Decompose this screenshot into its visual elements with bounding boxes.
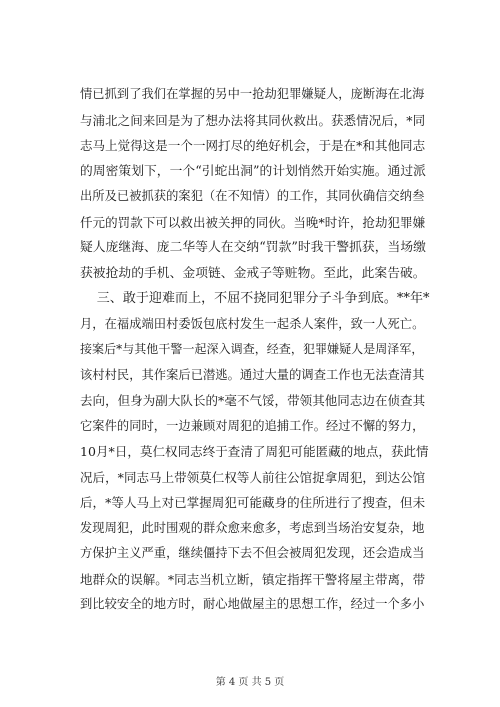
text-line: 月，在福成端田村委饭包底村发生一起杀人案件，致一人死亡。	[80, 316, 425, 331]
text-line: 该村村民，其作案后已潜逃。通过大量的调查工作也无法查清其	[80, 367, 425, 382]
text-line: 发现周犯，此时围观的群众愈来愈多，考虑到当场治安复杂，地	[80, 520, 425, 535]
text-line: 方保护主义严重，继续僵持下去不但会被周犯发现，还会造成当	[80, 546, 425, 560]
section-heading-line: 三、敢于迎难而上，不屈不挠同犯罪分子斗争到底。**年*	[80, 291, 430, 306]
text-line: 到比较安全的地方时，耐心地做屋主的思想工作，经过一个多小	[80, 597, 425, 611]
text-line: 情已抓到了我们在掌握的另中一抢劫犯罪嫌疑人，庞断海在北海	[80, 87, 425, 101]
text-line: 接案后*与其他干警一起深入调查，经查，犯罪嫌疑人是周泽军，	[80, 342, 424, 356]
text-line: 出所及已被抓获的案犯（在不知情）的工作，其同伙确信交纳叁	[80, 189, 425, 203]
body-text	[80, 82, 430, 618]
text-line: 10月*日，莫仁权同志终于查清了周犯可能匿藏的地点，获此情	[80, 444, 429, 459]
text-line: 志马上觉得这是一个一网打尽的绝好机会，于是在*和其他同志	[80, 138, 426, 153]
text-line: 与浦北之间来回是为了想办法将其同伙救出。获悉情况后，*同	[80, 112, 426, 128]
text-line: 去向，但身为副大队长的*毫不气馁，带领其他同志边在侦查其	[80, 393, 426, 408]
text-line: 况后，*同志马上带领莫仁权等人前往公馆捉拿周犯，到达公馆	[80, 469, 426, 485]
text-line: 它案件的同时，一边兼顾对周犯的追捕工作。经过不懈的努力，	[80, 418, 425, 433]
text-line: 地群众的误解。*同志当机立断，镇定指挥干警将屋主带离，带	[80, 571, 426, 587]
text-line: 后，*等人马上对已掌握周犯可能藏身的住所进行了搜查，但未	[80, 495, 426, 510]
text-line: 仟元的罚款下可以救出被关押的同伙。当晚*时许，抢劫犯罪嫌	[80, 214, 426, 230]
text-line: 的周密策划下，一个“引蛇出洞”的计划悄然开始实施。通过派	[80, 163, 426, 179]
text-line: 疑人庞继海、庞二华等人在交纳“罚款”时我干警抓获，当场缴	[80, 240, 426, 255]
text-line: 获被抢劫的手机、金项链、金戒子等赃物。至此，此案告破。	[80, 265, 426, 281]
page-number-footer: 第 4 页 共 5 页	[215, 677, 285, 688]
